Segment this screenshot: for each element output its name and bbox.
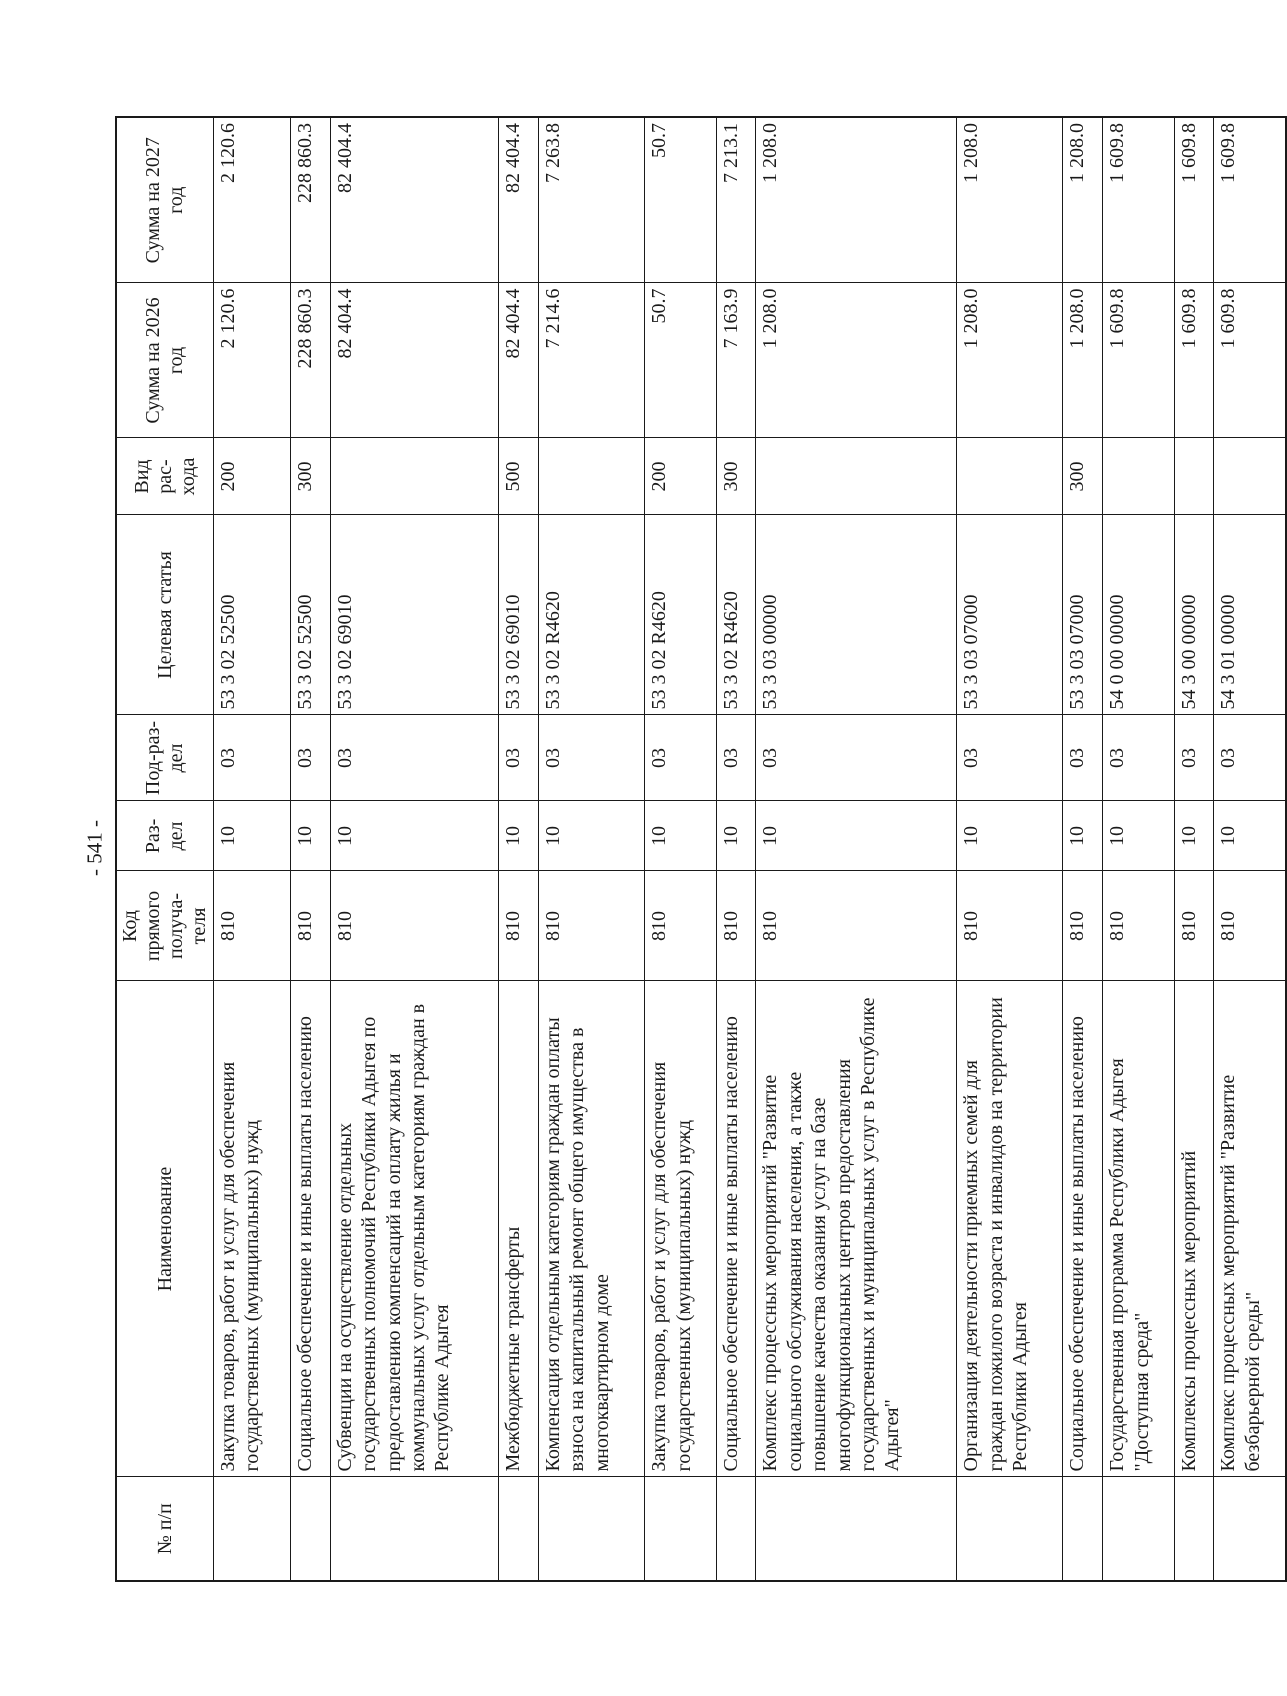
row-recipient-code: 810 [1103,871,1174,981]
row-sum-2026: 1 208.0 [957,283,1063,438]
col-header-subsection: Под-раз-дел [116,715,214,801]
row-name: Социальное обеспечение и иные выплаты населению [1063,981,1103,1477]
row-number [957,1477,1063,1581]
row-number [214,1477,291,1581]
col-header-name: Наименование [116,981,214,1477]
row-target-article: 53 3 02 R4620 [716,515,756,715]
row-target-article: 54 3 00 00000 [1174,515,1214,715]
row-expense-type [957,438,1063,515]
row-sum-2027: 1 208.0 [1063,117,1103,283]
row-sum-2026: 7 163.9 [716,283,756,438]
row-sum-2027: 7 213.1 [716,117,756,283]
row-sum-2027: 50.7 [645,117,716,283]
row-number [1063,1477,1103,1581]
row-subsection: 03 [1174,715,1214,801]
row-sum-2027: 1 609.8 [1103,117,1174,283]
row-sum-2027: 1 208.0 [957,117,1063,283]
row-subsection: 03 [716,715,756,801]
row-name: Комплексы процессных мероприятий [1174,981,1214,1477]
row-sum-2026: 7 214.6 [539,283,645,438]
col-header-recipient-code: Код прямого получа-теля [116,871,214,981]
row-sum-2026: 2 120.6 [214,283,291,438]
row-sum-2026: 1 609.8 [1174,283,1214,438]
table-row [330,117,498,1581]
row-subsection: 03 [539,715,645,801]
table-row [1103,117,1174,1581]
table-row [290,117,330,1581]
row-number [645,1477,716,1581]
row-sum-2026: 228 860.3 [290,283,330,438]
row-section: 10 [499,801,539,871]
row-target-article: 54 0 00 00000 [1103,515,1174,715]
row-sum-2026: 50.7 [645,283,716,438]
row-subsection: 03 [1103,715,1174,801]
row-name: Закупка товаров, работ и услуг для обеспечения государственных (муниципальных) нужд [645,981,716,1477]
row-recipient-code: 810 [645,871,716,981]
row-subsection: 03 [214,715,291,801]
row-name: Межбюджетные трансферты [499,981,539,1477]
table-row [1214,117,1286,1581]
table-row [214,117,291,1581]
table-row [499,117,539,1581]
row-sum-2027: 1 609.8 [1174,117,1214,283]
row-subsection: 03 [499,715,539,801]
row-section: 10 [330,801,498,871]
row-section: 10 [645,801,716,871]
row-expense-type [330,438,498,515]
row-sum-2027: 82 404.4 [330,117,498,283]
row-recipient-code: 810 [214,871,291,981]
row-subsection: 03 [1063,715,1103,801]
row-target-article: 53 3 03 07000 [957,515,1063,715]
col-header-number: № п/п [116,1477,214,1581]
row-section: 10 [1214,801,1286,871]
table-header [116,117,214,1581]
row-target-article: 54 3 01 00000 [1214,515,1286,715]
row-name: Организация деятельности приемных семей для граждан пожилого возраста и инвалидов на территории Республики Адыгея [957,981,1063,1477]
table-row [716,117,756,1581]
table-row [539,117,645,1581]
col-header-expense-type: Вид рас-хода [116,438,214,515]
row-recipient-code: 810 [716,871,756,981]
row-target-article: 53 3 02 R4620 [645,515,716,715]
row-subsection: 03 [290,715,330,801]
row-expense-type [756,438,957,515]
row-expense-type: 200 [214,438,291,515]
row-recipient-code: 810 [1174,871,1214,981]
table-row [756,117,957,1581]
row-number [330,1477,498,1581]
row-target-article: 53 3 02 52500 [290,515,330,715]
col-header-section: Раз-дел [116,801,214,871]
row-section: 10 [756,801,957,871]
row-name: Закупка товаров, работ и услуг для обеспечения государственных (муниципальных) нужд [214,981,291,1477]
header-row [116,117,214,1581]
row-target-article: 53 3 02 69010 [499,515,539,715]
row-sum-2026: 1 208.0 [1063,283,1103,438]
row-section: 10 [290,801,330,871]
row-number [1103,1477,1174,1581]
row-target-article: 53 3 02 69010 [330,515,498,715]
row-recipient-code: 810 [1063,871,1103,981]
table-row [645,117,716,1581]
row-recipient-code: 810 [499,871,539,981]
row-name: Государственная программа Республики Адыгея "Доступная среда" [1103,981,1174,1477]
row-expense-type: 500 [499,438,539,515]
row-name: Социальное обеспечение и иные выплаты населению [716,981,756,1477]
row-name: Социальное обеспечение и иные выплаты населению [290,981,330,1477]
row-expense-type: 200 [645,438,716,515]
row-number [499,1477,539,1581]
row-expense-type [1174,438,1214,515]
row-recipient-code: 810 [539,871,645,981]
row-subsection: 03 [330,715,498,801]
row-target-article: 53 3 03 00000 [756,515,957,715]
row-subsection: 03 [756,715,957,801]
row-name: Комплекс процессных мероприятий "Развитие безбарьерной среды" [1214,981,1286,1477]
row-name: Комплекс процессных мероприятий "Развитие социального обслуживания населения, а также повышение качества оказания услуг на базе многофункциональных центров предоставления государственных и муниципальных услуг в Республике Адыгея" [756,981,957,1477]
row-section: 10 [1174,801,1214,871]
table-row [1063,117,1103,1581]
row-sum-2027: 1 609.8 [1214,117,1286,283]
row-sum-2027: 1 208.0 [756,117,957,283]
row-recipient-code: 810 [1214,871,1286,981]
row-name: Компенсация отдельным категориям граждан оплаты взноса на капитальный ремонт общего имущества в многоквартирном доме [539,981,645,1477]
row-section: 10 [1063,801,1103,871]
row-expense-type: 300 [716,438,756,515]
row-number [539,1477,645,1581]
row-recipient-code: 810 [957,871,1063,981]
row-subsection: 03 [1214,715,1286,801]
row-sum-2026: 82 404.4 [330,283,498,438]
rotated-page-content [115,118,1287,1582]
row-target-article: 53 3 02 R4620 [539,515,645,715]
row-recipient-code: 810 [756,871,957,981]
table-row [957,117,1063,1581]
page-number: - 541 - [82,820,107,876]
row-sum-2027: 82 404.4 [499,117,539,283]
row-name: Субвенции на осуществление отдельных государственных полномочий Республики Адыгея по предоставлению компенсаций на оплату жилья и коммунальных услуг отдельным категориям граждан в Республике Адыгея [330,981,498,1477]
row-section: 10 [539,801,645,871]
row-number [1214,1477,1286,1581]
row-sum-2026: 1 609.8 [1214,283,1286,438]
table-body [214,117,1287,1581]
table-row [1174,117,1214,1581]
row-subsection: 03 [957,715,1063,801]
row-expense-type [1214,438,1286,515]
row-number [290,1477,330,1581]
row-sum-2027: 7 263.8 [539,117,645,283]
row-section: 10 [957,801,1063,871]
row-sum-2026: 1 609.8 [1103,283,1174,438]
row-expense-type: 300 [1063,438,1103,515]
row-number [1174,1477,1214,1581]
col-header-sum-2027: Сумма на 2027 год [116,117,214,283]
row-section: 10 [214,801,291,871]
row-expense-type: 300 [290,438,330,515]
row-recipient-code: 810 [290,871,330,981]
row-section: 10 [716,801,756,871]
row-number [716,1477,756,1581]
col-header-sum-2026: Сумма на 2026 год [116,283,214,438]
row-expense-type [539,438,645,515]
row-expense-type [1103,438,1174,515]
row-sum-2026: 82 404.4 [499,283,539,438]
row-subsection: 03 [645,715,716,801]
row-section: 10 [1103,801,1174,871]
row-number [756,1477,957,1581]
budget-table [115,116,1287,1582]
row-sum-2027: 2 120.6 [214,117,291,283]
row-sum-2026: 1 208.0 [756,283,957,438]
col-header-target-article: Целевая статья [116,515,214,715]
row-target-article: 53 3 02 52500 [214,515,291,715]
row-target-article: 53 3 03 07000 [1063,515,1103,715]
row-sum-2027: 228 860.3 [290,117,330,283]
row-recipient-code: 810 [330,871,498,981]
